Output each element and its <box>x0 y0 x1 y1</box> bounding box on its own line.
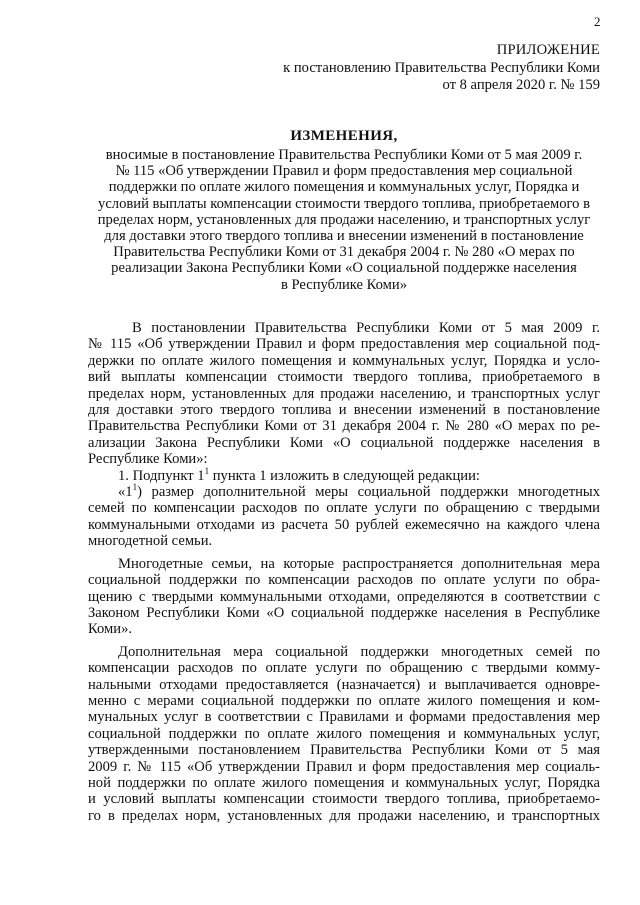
item1-suffix: пункта 1 изложить в следующей редакции: <box>209 467 480 484</box>
document-heading <box>88 128 600 293</box>
annex-header <box>180 42 600 95</box>
quote-first-rest: ) размер дополнительной меры социальной поддержки многодетных <box>137 484 600 501</box>
text-line: В постановлении Правительства Республики Коми от 5 мая 2009 г. <box>132 320 600 336</box>
heading-line: № 115 «Об утверждении Правил и форм предоставления мер социальной <box>115 163 573 180</box>
paragraph-quote <box>88 484 600 550</box>
heading-title: ИЗМЕНЕНИЯ, <box>290 128 398 144</box>
annex-title: ПРИЛОЖЕНИЕ <box>496 42 600 58</box>
text-line: № 115 «Об утверждении Правил и форм предоставления мер социальной под- <box>88 336 600 353</box>
text-line: пределах норм, установленных для продажи населению, и транспортных услуг <box>88 385 600 402</box>
heading-line: для доставки этого твердого топлива и внесении изменений в постановление <box>104 228 584 245</box>
heading-line: поддержки по оплате жилого помещения и коммунальных услуг, Порядка и <box>108 179 580 196</box>
text-line: Коми». <box>88 621 133 638</box>
text-line: многодетной семьи. <box>88 533 213 550</box>
text-line: держки по оплате жилого помещения и коммунальных услуг, Порядка и усло- <box>88 352 600 369</box>
text-line: вий выплаты компенсации стоимости твердого топлива, приобретаемого в <box>88 369 600 386</box>
heading-line: пределах норм, установленных для продажи населению, и транспортных услуг <box>97 211 591 228</box>
annex-date: от 8 апреля 2020 г. № 159 <box>442 77 600 93</box>
item1-prefix: 1. Подпункт 1 <box>118 467 205 484</box>
quote-superscript: 1 <box>132 482 138 493</box>
text-line: Дополнительная мера социальной поддержки многодетных семей по <box>118 643 600 660</box>
text-line: мунальных услуг в соответствии с Правилами и формами предоставления мер <box>88 709 600 726</box>
text-line: ной поддержки по оплате жилого помещения и коммунальных услуг, Порядка <box>88 774 600 791</box>
text-line <box>88 484 600 500</box>
paragraph-measure <box>88 644 600 824</box>
paragraph-families <box>88 556 600 638</box>
paragraph-item-1 <box>88 465 600 484</box>
text-line: семей по компенсации расходов по оплате услуги по обращению с твердыми <box>88 500 600 517</box>
document-body <box>88 320 600 824</box>
text-line: ализации Закона Республики Коми «О социальной поддержке населения в <box>88 434 600 451</box>
paragraph-preamble <box>88 320 600 468</box>
text-line: Законом Республики Коми «О социальной поддержке населения в Республике <box>88 604 600 621</box>
annex-reference: к постановлению Правительства Республики Коми <box>283 59 600 76</box>
text-line: социальной поддержки по компенсации расходов по оплате услуги по обра- <box>88 572 600 589</box>
text-line: коммунальными отходами из расчета 50 рублей ежемесячно на каждого члена <box>88 516 600 533</box>
text-line: щению с твердыми коммунальными отходами, определяются в соответствии с <box>88 588 600 605</box>
text-line: Многодетные семьи, на которые распространяется дополнительная мера <box>118 555 600 572</box>
heading-line: вносимые в постановление Правительства Республики Коми от 5 мая 2009 г. <box>105 147 583 163</box>
item1-superscript: 1 <box>204 465 210 476</box>
text-line: менно с мерами социальной поддержки по оплате жилого помещения и ком- <box>88 692 600 709</box>
page-number: 2 <box>594 14 601 29</box>
heading-line: в Республике Коми» <box>280 276 408 293</box>
text-line <box>88 465 600 484</box>
heading-line: реализации Закона Республики Коми «О социальной поддержке населения <box>111 260 577 277</box>
text-line: социальной поддержки по оплате жилого помещения и коммунальных услуг, <box>88 725 600 742</box>
text-line: и условий выплаты компенсации стоимости твердого топлива, приобретаемо- <box>88 791 600 808</box>
heading-line: условий выплаты компенсации стоимости твердого топлива, приобретаемого в <box>98 195 590 212</box>
text-line: го в пределах норм, установленных для продажи населению, и транспортных <box>88 807 600 824</box>
text-line: Правительства Республики Коми от 31 декабря 2004 г. № 280 «О мерах по ре- <box>88 418 600 435</box>
text-line: 2009 г. № 115 «Об утверждении Правил и форм предоставления мер социаль- <box>88 758 600 775</box>
quote-prefix: «1 <box>118 484 133 501</box>
heading-line: Правительства Республики Коми от 31 декабря 2004 г. № 280 «О мерах по <box>113 244 575 261</box>
text-line: утвержденными постановлением Правительства Республики Коми от 5 мая <box>88 742 600 759</box>
text-line: компенсации расходов по оплате услуги по обращению с твердыми комму- <box>88 660 600 677</box>
text-line: нальными отходами предоставляется (назначается) и выплачивается одновре- <box>88 676 600 693</box>
text-line: Республике Коми»: <box>88 451 208 468</box>
text-line: для доставки этого твердого топлива и внесении изменений в постановление <box>88 402 600 419</box>
